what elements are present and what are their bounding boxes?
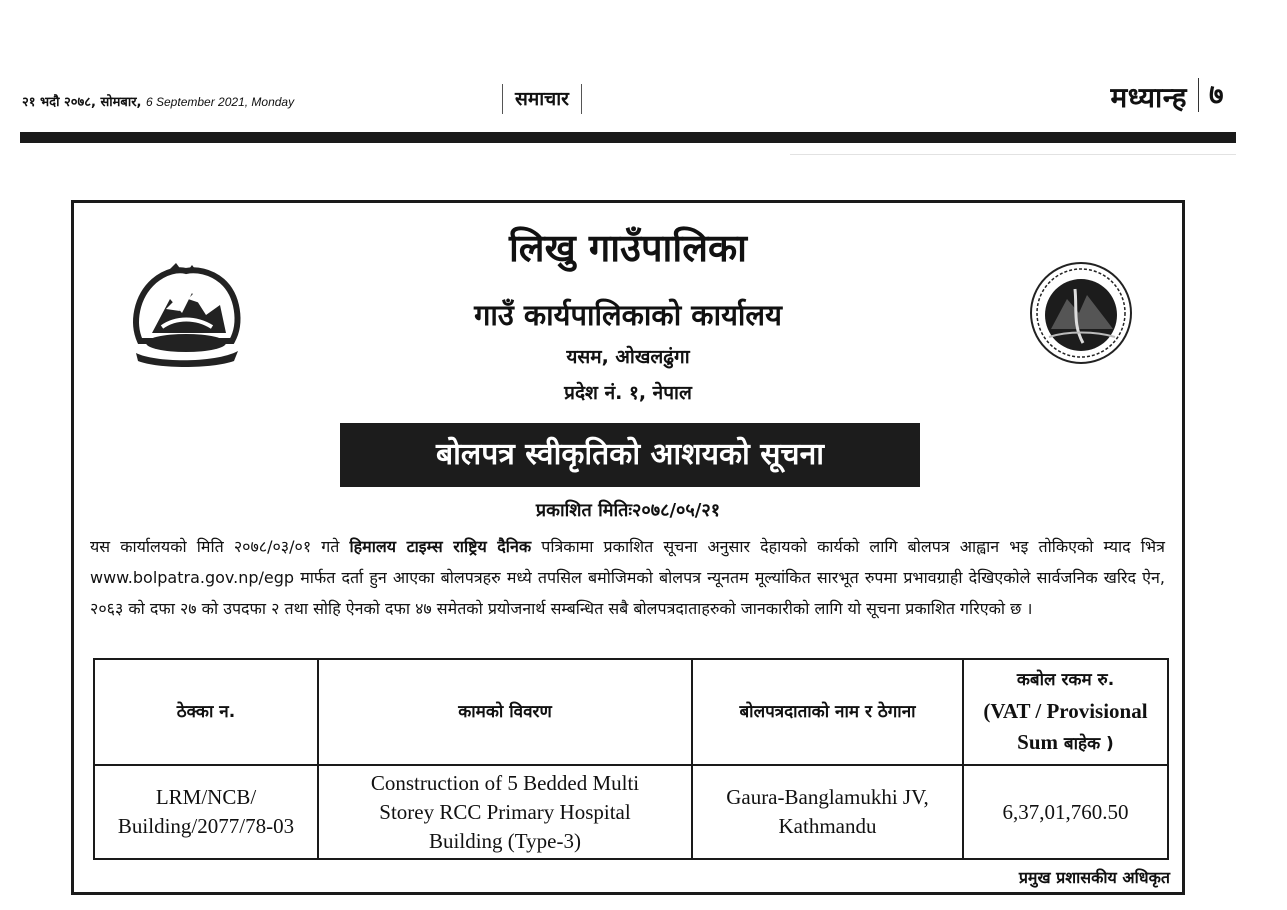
header-amount-line3-np: बाहेक ) <box>1058 733 1114 754</box>
header-amount-line1: कबोल रकम रु. <box>1016 669 1115 690</box>
province: प्रदेश नं. १, नेपाल <box>564 382 692 404</box>
cell-bidder-line2: Kathmandu <box>778 814 877 838</box>
table-row <box>94 765 1168 859</box>
cell-contract-no-line2: Building/2077/78-03 <box>117 814 295 838</box>
signatory: प्रमुख प्रशासकीय अधिकृत <box>1018 868 1170 887</box>
issue-date-nepali: २१ भदौ २०७८, सोमबार, <box>22 95 142 110</box>
cell-contract-no-line1: LRM/NCB/ <box>155 785 257 809</box>
header-amount <box>963 659 1168 765</box>
header-description: कामको विवरण <box>318 659 692 765</box>
header-amount-line3-en: Sum <box>1017 729 1059 754</box>
newspaper-logo: मध्यान्ह <box>1110 81 1187 114</box>
cell-description-line2: Storey RCC Primary Hospital <box>379 799 631 824</box>
published-date: प्रकाशित मितिः२०७८/०५/२१ <box>535 500 721 521</box>
issue-date-english: 6 September 2021, Monday <box>146 95 295 109</box>
header-amount-line3 <box>970 727 1161 760</box>
header-bidder: बोलपत्रदाताको नाम र ठेगाना <box>692 659 963 765</box>
header-amount-line2: (VAT / Provisional <box>983 698 1148 723</box>
issue-date <box>22 92 294 110</box>
notice-title: बोलपत्र स्वीकृतिको आशयको सूचना <box>340 423 920 487</box>
cell-description <box>318 765 692 859</box>
cell-description-line3: Building (Type-3) <box>429 828 581 853</box>
header-thin-rule <box>790 154 1236 155</box>
page-number: ७ <box>1198 78 1224 112</box>
notice-body <box>90 531 1165 624</box>
section-label: समाचार <box>502 84 582 114</box>
notice-frame <box>71 200 1185 895</box>
header-rule <box>20 132 1236 143</box>
notice-body-newspaper: हिमालय टाइम्स राष्ट्रिय दैनिक <box>349 537 532 556</box>
cell-description-line1: Construction of 5 Bedded Multi <box>370 770 640 795</box>
award-table <box>93 658 1169 860</box>
office-name: गाउँ कार्यपालिकाको कार्यालय <box>474 298 782 332</box>
notice-body-part1: यस कार्यालयको मिति २०७८/०३/०१ गते <box>90 537 350 556</box>
table-header-row <box>94 659 1168 765</box>
office-location: यसम, ओखलढुंगा <box>566 346 690 368</box>
header-contract-no: ठेक्का न. <box>94 659 318 765</box>
cell-amount: 6,37,01,760.50 <box>963 765 1168 859</box>
cell-bidder <box>692 765 963 859</box>
cell-bidder-line1: Gaura-Banglamukhi JV, <box>726 785 929 809</box>
notice-body-part2: पत्रिकामा प्रकाशित सूचना अनुसार देहायको कार्यको लागि बोलपत्र आह्वान भइ तोकिएको म्याद भित्र www.bolpatra.gov.np/egp मार्फत दर्ता हुन आएका बोलपत्रहरु मध्ये तपसिल बमोजिमको बोलपत्र न्यूनतम मूल्यांकित सारभूत रुपमा प्रभावग्राही देखिएकोले सार्वजनिक खरिद ऐन, २०६३ को दफा २७ को उपदफा २ तथा सोहि ऐनको दफा ४७ समेतको प्रयोजनार्थ सम्बन्धित सबै बोलपत्रदाताहरुको जानकारीको लागि यो सूचना प्रकाशित गरिएको छ । <box>90 537 1165 618</box>
org-name: लिखु गाउँपालिका <box>508 226 748 270</box>
cell-contract-no <box>94 765 318 859</box>
